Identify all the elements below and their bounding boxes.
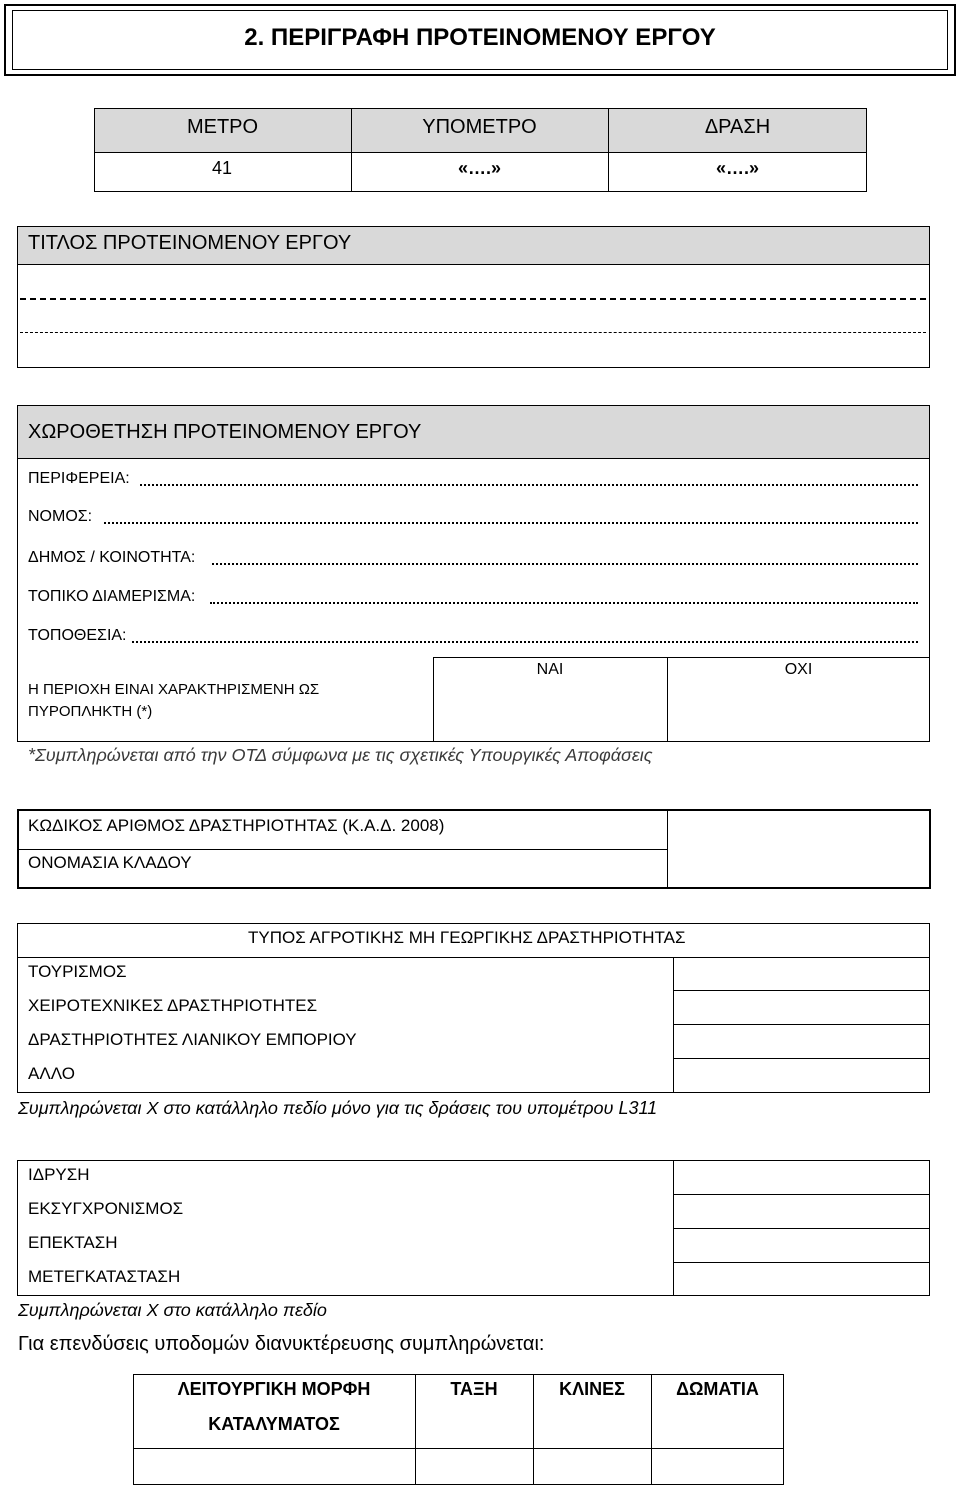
accommodation-input-class[interactable] <box>416 1449 533 1484</box>
title-line-2[interactable] <box>20 332 926 333</box>
accommodation-input-beds[interactable] <box>534 1449 651 1484</box>
measure-value-submeasure[interactable]: «….» <box>457 158 502 178</box>
field-location-label: ΤΟΠΟΘΕΣΙΑ: <box>28 627 127 644</box>
field-district-input[interactable] <box>210 602 918 604</box>
investment-checkbox-establishment[interactable] <box>674 1161 929 1194</box>
field-municipality-label: ΔΗΜΟΣ / ΚΟΙΝΟΤΗΤΑ: <box>28 549 196 566</box>
accommodation-input-form[interactable] <box>134 1449 415 1484</box>
accommodation-input-rooms[interactable] <box>652 1449 783 1484</box>
activity-code-label: ΚΩΔΙΚΟΣ ΑΡΙΘΜΟΣ ΔΡΑΣΤΗΡΙΟΤΗΤΑΣ (Κ.Α.Δ. 2008) <box>28 816 445 835</box>
measure-header-metro: ΜΕΤΡΟ <box>186 116 259 138</box>
fire-question-line2: ΠΥΡΟΠΛΗΚΤΗ (*) <box>28 703 153 720</box>
investment-option-establishment: ΙΔΡΥΣΗ <box>28 1165 90 1184</box>
field-district-label: ΤΟΠΙΚΟ ΔΙΑΜΕΡΙΣΜΑ: <box>28 588 196 605</box>
field-region-label: ΠΕΡΙΦΕΡΕΙΑ: <box>28 470 130 487</box>
activity-checkbox-other[interactable] <box>674 1059 929 1092</box>
field-prefecture-label: ΝΟΜΟΣ: <box>28 508 93 525</box>
fire-footnote: *Συμπληρώνεται από την ΟΤΔ σύμφωνα με τις σχετικές Υπουργικές Αποφάσεις <box>28 745 653 765</box>
fire-yes-cell[interactable] <box>434 684 666 740</box>
accommodation-col-form-line2: ΚΑΤΑΛΥΜΑΤΟΣ <box>208 1414 340 1434</box>
measure-header-action: ΔΡΑΣΗ <box>704 116 771 138</box>
accommodation-col-rooms: ΔΩΜΑΤΙΑ <box>676 1379 759 1399</box>
measure-value-action[interactable]: «….» <box>715 158 760 178</box>
field-municipality-input[interactable] <box>212 563 918 565</box>
measure-header-submeasure: ΥΠΟΜΕΤΡΟ <box>422 116 537 138</box>
activity-checkbox-crafts[interactable] <box>674 991 929 1024</box>
activity-option-crafts: ΧΕΙΡΟΤΕΧΝΙΚΕΣ ΔΡΑΣΤΗΡΙΟΤΗΤΕΣ <box>28 996 318 1015</box>
field-region-input[interactable] <box>140 484 918 486</box>
fire-question-line1: Η ΠΕΡΙΟΧΗ ΕΙΝΑΙ ΧΑΡΑΚΤΗΡΙΣΜΕΝΗ ΩΣ <box>28 681 320 698</box>
activity-type-note: Συμπληρώνεται Χ στο κατάλληλο πεδίο μόνο για τις δράσεις του υπομέτρου L311 <box>18 1098 658 1118</box>
activity-type-header: ΤΥΠΟΣ ΑΓΡΟΤΙΚΗΣ ΜΗ ΓΕΩΡΓΙΚΗΣ ΔΡΑΣΤΗΡΙΟΤΗΤΑΣ <box>248 928 686 947</box>
investment-checkbox-relocation[interactable] <box>674 1263 929 1295</box>
title-section-label: ΤΙΤΛΟΣ ΠΡΟΤΕΙΝΟΜΕΝΟΥ ΕΡΓΟΥ <box>28 232 352 254</box>
investment-option-modernization: ΕΚΣΥΓΧΡΟΝΙΣΜΟΣ <box>28 1199 184 1218</box>
investment-checkbox-modernization[interactable] <box>674 1195 929 1228</box>
activity-checkbox-tourism[interactable] <box>674 958 929 990</box>
accommodation-col-form-line1: ΛΕΙΤΟΥΡΓΙΚΗ ΜΟΡΦΗ <box>177 1379 371 1399</box>
accommodation-col-beds: ΚΛΙΝΕΣ <box>559 1379 625 1399</box>
investment-type-note: Συμπληρώνεται Χ στο κατάλληλο πεδίο <box>18 1300 327 1320</box>
activity-option-retail: ΔΡΑΣΤΗΡΙΟΤΗΤΕΣ ΛΙΑΝΙΚΟΥ ΕΜΠΟΡΙΟΥ <box>28 1030 357 1049</box>
accommodation-col-class: ΤΑΞΗ <box>450 1379 498 1399</box>
activity-option-other: ΑΛΛΟ <box>28 1064 75 1083</box>
investment-option-relocation: ΜΕΤΕΓΚΑΤΑΣΤΑΣΗ <box>28 1267 181 1286</box>
title-line-1[interactable] <box>20 298 926 300</box>
investment-checkbox-expansion[interactable] <box>674 1229 929 1262</box>
field-location-input[interactable] <box>132 641 918 643</box>
section-title: 2. ΠΕΡΙΓΡΑΦΗ ΠΡΟΤΕΙΝΟΜΕΝΟΥ ΕΡΓΟΥ <box>244 24 716 51</box>
location-section-label: ΧΩΡΟΘΕΤΗΣΗ ΠΡΟΤΕΙΝΟΜΕΝΟΥ ΕΡΓΟΥ <box>28 421 422 443</box>
activity-code-input[interactable] <box>669 811 929 887</box>
fire-no-cell[interactable] <box>668 684 928 740</box>
sector-name-label: ΟΝΟΜΑΣΙΑ ΚΛΑΔΟΥ <box>28 853 192 872</box>
accommodation-intro: Για επενδύσεις υποδομών διανυκτέρευσης συμπληρώνεται: <box>18 1333 545 1355</box>
investment-option-expansion: ΕΠΕΚΤΑΣΗ <box>28 1233 118 1252</box>
field-prefecture-input[interactable] <box>104 522 918 524</box>
activity-checkbox-retail[interactable] <box>674 1025 929 1058</box>
measure-value-metro[interactable]: 41 <box>212 158 233 178</box>
fire-yes-label: ΝΑΙ <box>536 661 564 678</box>
fire-no-label: ΟΧΙ <box>784 661 813 678</box>
activity-option-tourism: ΤΟΥΡΙΣΜΟΣ <box>28 962 127 981</box>
